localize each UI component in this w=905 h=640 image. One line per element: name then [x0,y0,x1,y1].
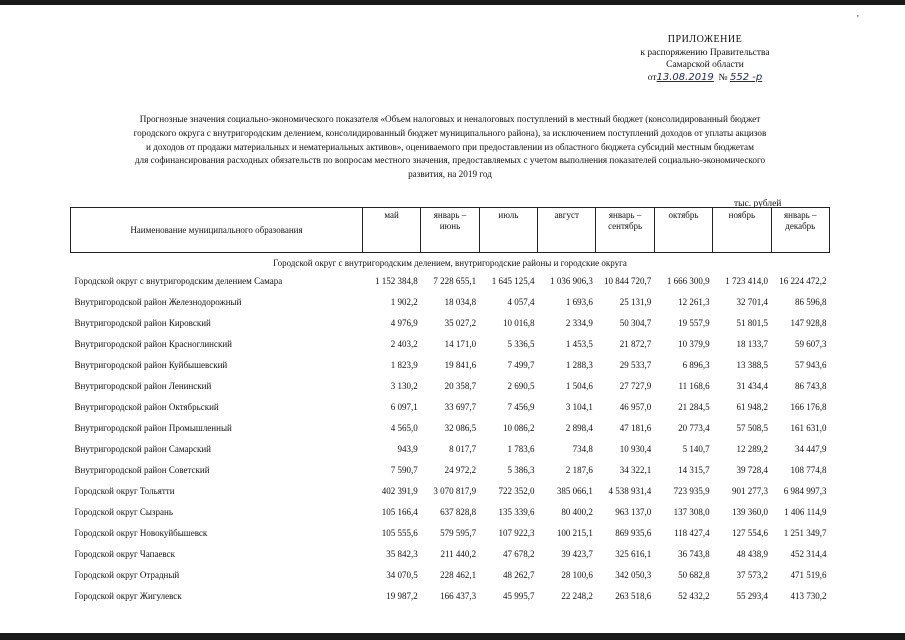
row-value: 166 437,3 [440,591,477,601]
row-municipality-name: Внутригородской район Куйбышевский [74,360,228,370]
row-value: 452 314,4 [790,549,827,559]
row-value: 57 943,6 [795,360,827,370]
row-value: 734,8 [572,444,593,454]
number-label: № [718,72,728,83]
heading-line: городского округа с внутригородским делением, консолидированный бюджет муниципального района), за исключением поступлений доходов от уплаты акцизов [133,127,767,138]
row-value: 1 666 300,9 [666,276,710,286]
heading-line: Прогнозные значения социально-экономического показателя «Объем налоговых и неналоговых поступлений в местный бюджет (консолидированный бюджет [139,114,761,124]
row-value: 161 631,0 [790,423,827,433]
row-value: 19 557,9 [678,318,710,328]
row-value: 51 801,5 [736,318,769,328]
row-value: 4 538 931,4 [608,486,652,496]
row-value: 59 607,3 [795,339,827,349]
row-value: 4 976,9 [390,318,418,328]
row-value: 943,9 [397,444,418,454]
row-value: 36 743,8 [678,549,710,559]
row-value: 2 898,4 [565,423,593,433]
row-value: 579 595,7 [440,528,477,538]
row-municipality-name: Городской округ Чапаевск [74,549,175,559]
row-value: 108 774,8 [790,465,827,475]
row-value: 127 554,6 [732,528,769,538]
row-value: 118 427,4 [674,528,710,538]
row-value: 5 336,5 [507,339,535,349]
row-value: 50 682,8 [678,570,710,580]
document-heading [70,113,830,182]
row-value: 1 645 125,4 [491,276,535,286]
row-value: 39 728,4 [736,465,769,475]
header-municipality: Наименование муниципального образования [71,208,363,253]
row-value: 105 166,4 [381,507,418,517]
row-municipality-name: Внутригородской район Красноглинский [74,339,232,349]
table-row [71,502,830,523]
row-value: 342 050,3 [615,570,652,580]
header-may: май [362,208,420,253]
row-municipality-name: Внутригородской район Октябрьский [74,402,219,412]
header-jul: июль [479,208,537,253]
row-value: 135 339,6 [498,507,535,517]
table-row [71,418,830,439]
appendix-date-line [600,72,810,85]
row-value: 10 016,8 [503,318,535,328]
row-municipality-name: Внутригородской район Кировский [74,318,211,328]
table-row [71,523,830,544]
row-value: 21 284,5 [678,402,710,412]
row-value: 22 248,2 [561,591,593,601]
row-value: 263 518,6 [615,591,652,601]
row-value: 7 499,7 [507,360,535,370]
row-value: 8 017,7 [449,444,477,454]
row-value: 10 930,4 [619,444,652,454]
row-value: 52 432,2 [678,591,710,601]
header-oct: октябрь [654,208,712,253]
table-row [71,439,830,460]
header-jan-jun: январь – июнь [421,208,479,253]
row-value: 35 027,2 [444,318,477,328]
header-aug: август [538,208,596,253]
row-value: 901 277,3 [732,486,769,496]
row-value: 12 289,2 [736,444,769,454]
row-municipality-name: Городской округ Сызрань [74,507,173,517]
row-value: 166 176,8 [790,402,827,412]
row-value: 57 508,5 [736,423,769,433]
row-value: 100 215,1 [556,528,593,538]
row-value: 1 823,9 [390,360,418,370]
table-row [71,334,830,355]
row-value: 471 519,6 [790,570,827,580]
row-value: 86 743,8 [795,381,827,391]
row-municipality-name: Внутригородской район Советский [74,465,210,475]
row-value: 14 315,7 [678,465,710,475]
row-value: 12 261,3 [678,297,710,307]
row-value: 107 922,3 [498,528,535,538]
row-value: 5 386,3 [507,465,535,475]
table-row [71,586,830,607]
row-value: 86 596,8 [795,297,827,307]
row-value: 10 379,9 [678,339,710,349]
row-value: 228 462,1 [440,570,477,580]
row-value: 1 453,5 [565,339,593,349]
row-value: 2 690,5 [507,381,535,391]
row-value: 7 456,9 [507,402,535,412]
row-value: 14 171,0 [444,339,477,349]
row-municipality-name: Внутригородской район Ленинский [74,381,212,391]
row-value: 413 730,2 [790,591,827,601]
row-value: 47 678,2 [503,549,535,559]
row-value: 20 358,7 [444,381,477,391]
scan-speck: ' [857,14,859,25]
row-value: 4 057,4 [507,297,535,307]
appendix-title: ПРИЛОЖЕНИЕ [667,34,743,45]
row-value: 402 391,9 [381,486,418,496]
heading-line: развития, на 2019 год [408,169,492,180]
row-value: 6 984 997,3 [783,486,827,496]
row-value: 35 842,3 [386,549,418,559]
appendix-block [600,34,810,84]
section-row [71,253,830,272]
row-value: 10 086,2 [503,423,535,433]
row-value: 34 070,5 [386,570,418,580]
row-value: 2 403,2 [390,339,418,349]
row-value: 50 304,7 [619,318,652,328]
row-value: 19 841,6 [444,360,477,370]
row-municipality-name: Внутригородской район Промышленный [74,423,232,433]
heading-line: и доходов от продажи материальных и нематериальных активов», оцениваемого при предоставлении из областного бюджета субсидий местным бюджетам [146,141,754,152]
row-value: 21 872,7 [619,339,652,349]
header-jan-dec: январь – декабрь [771,208,829,253]
row-value: 33 697,7 [444,402,477,412]
row-value: 1 693,6 [565,297,593,307]
scan-edge-top [0,0,905,5]
appendix-line-2: Самарской области [666,60,744,70]
row-value: 37 573,2 [736,570,769,580]
row-value: 1 723 414,0 [725,276,769,286]
row-value: 1 902,2 [390,297,418,307]
row-value: 385 066,1 [556,486,593,496]
row-value: 2 334,9 [565,318,593,328]
row-value: 34 322,1 [619,465,652,475]
from-label: от [647,72,657,83]
row-value: 20 773,4 [678,423,710,433]
row-value: 211 440,2 [440,549,477,559]
row-value: 147 928,8 [790,318,827,328]
row-value: 325 616,1 [615,549,652,559]
scan-edge-bottom [0,633,905,640]
row-value: 24 972,2 [444,465,477,475]
heading-line: для софинансирования расходных обязательств по вопросам местного значения, предоставляемых с учетом выполнения показателей социально-экономического [134,155,766,166]
row-value: 55 293,4 [736,591,769,601]
row-value: 19 987,2 [386,591,418,601]
row-value: 1 504,6 [565,381,593,391]
row-value: 869 935,6 [615,528,652,538]
table-row [71,565,830,586]
handwritten-date: 13.08.2019 [656,71,714,83]
row-value: 1 406 114,9 [784,507,827,517]
row-value: 3 130,2 [390,381,418,391]
row-municipality-name: Городской округ Тольятти [74,486,175,496]
row-value: 32 701,4 [736,297,769,307]
row-value: 31 434,4 [736,381,769,391]
row-value: 16 224 472,2 [779,276,827,286]
row-value: 45 995,7 [503,591,535,601]
table-row [71,460,830,481]
row-municipality-name: Внутригородской район Железнодорожный [74,297,242,307]
row-municipality-name: Городской округ Жигулевск [74,591,182,601]
row-value: 3 070 817,9 [433,486,477,496]
handwritten-number: 552 -р [730,71,763,83]
row-value: 48 438,9 [736,549,769,559]
row-value: 18 133,7 [736,339,769,349]
row-value: 139 360,0 [732,507,769,517]
table-row [71,292,830,313]
row-value: 5 140,7 [682,444,710,454]
row-value: 7 228 655,1 [433,276,477,286]
table-row [71,355,830,376]
row-value: 137 308,0 [673,507,710,517]
row-municipality-name: Городской округ Новокуйбышевск [74,528,208,538]
row-value: 1 251 349,7 [783,528,827,538]
header-nov: ноябрь [713,208,771,253]
row-municipality-name: Городской округ с внутригородским делением Самара [74,276,283,286]
row-value: 48 262,7 [503,570,535,580]
row-value: 1 288,3 [565,360,593,370]
row-value: 1 036 906,3 [550,276,593,286]
row-value: 722 352,0 [498,486,535,496]
row-value: 46 957,0 [619,402,652,412]
row-value: 13 388,5 [736,360,769,370]
row-value: 39 423,7 [561,549,593,559]
unit-label: тыс. рублей [734,199,782,209]
row-value: 11 168,6 [678,381,710,391]
row-value: 4 565,0 [390,423,418,433]
row-value: 27 727,9 [619,381,652,391]
section-title: Городской округ с внутригородским делением, внутригородские районы и городские округа [273,257,627,268]
row-value: 3 104,1 [565,402,593,412]
row-value: 32 086,5 [444,423,477,433]
row-value: 29 533,7 [619,360,652,370]
table-row [71,397,830,418]
table-row [71,481,830,502]
header-jan-sep: январь – сентябрь [596,208,654,253]
row-value: 7 590,7 [390,465,418,475]
table-row [71,271,830,292]
row-value: 1 783,6 [507,444,535,454]
table-row [71,544,830,565]
row-value: 28 100,6 [561,570,593,580]
row-municipality-name: Городской округ Отрадный [74,570,180,580]
row-value: 963 137,0 [615,507,652,517]
row-value: 105 555,6 [381,528,418,538]
table-header-row [71,208,830,253]
row-municipality-name: Внутригородской район Самарский [74,444,211,454]
table-row [71,313,830,334]
row-value: 723 935,9 [673,486,710,496]
row-value: 1 152 384,8 [375,276,418,286]
row-value: 47 181,6 [619,423,652,433]
row-value: 80 400,2 [561,507,593,517]
appendix-line-1: к распоряжению Правительства [640,47,770,58]
row-value: 18 034,8 [444,297,477,307]
table-row [71,376,830,397]
forecast-table [70,207,830,607]
row-value: 637 828,8 [440,507,477,517]
row-value: 61 948,2 [736,402,769,412]
row-value: 6 097,1 [390,402,418,412]
row-value: 34 447,9 [795,444,827,454]
row-value: 2 187,6 [565,465,593,475]
row-value: 6 896,3 [682,360,710,370]
row-value: 25 131,9 [619,297,652,307]
row-value: 10 844 720,7 [604,276,652,286]
